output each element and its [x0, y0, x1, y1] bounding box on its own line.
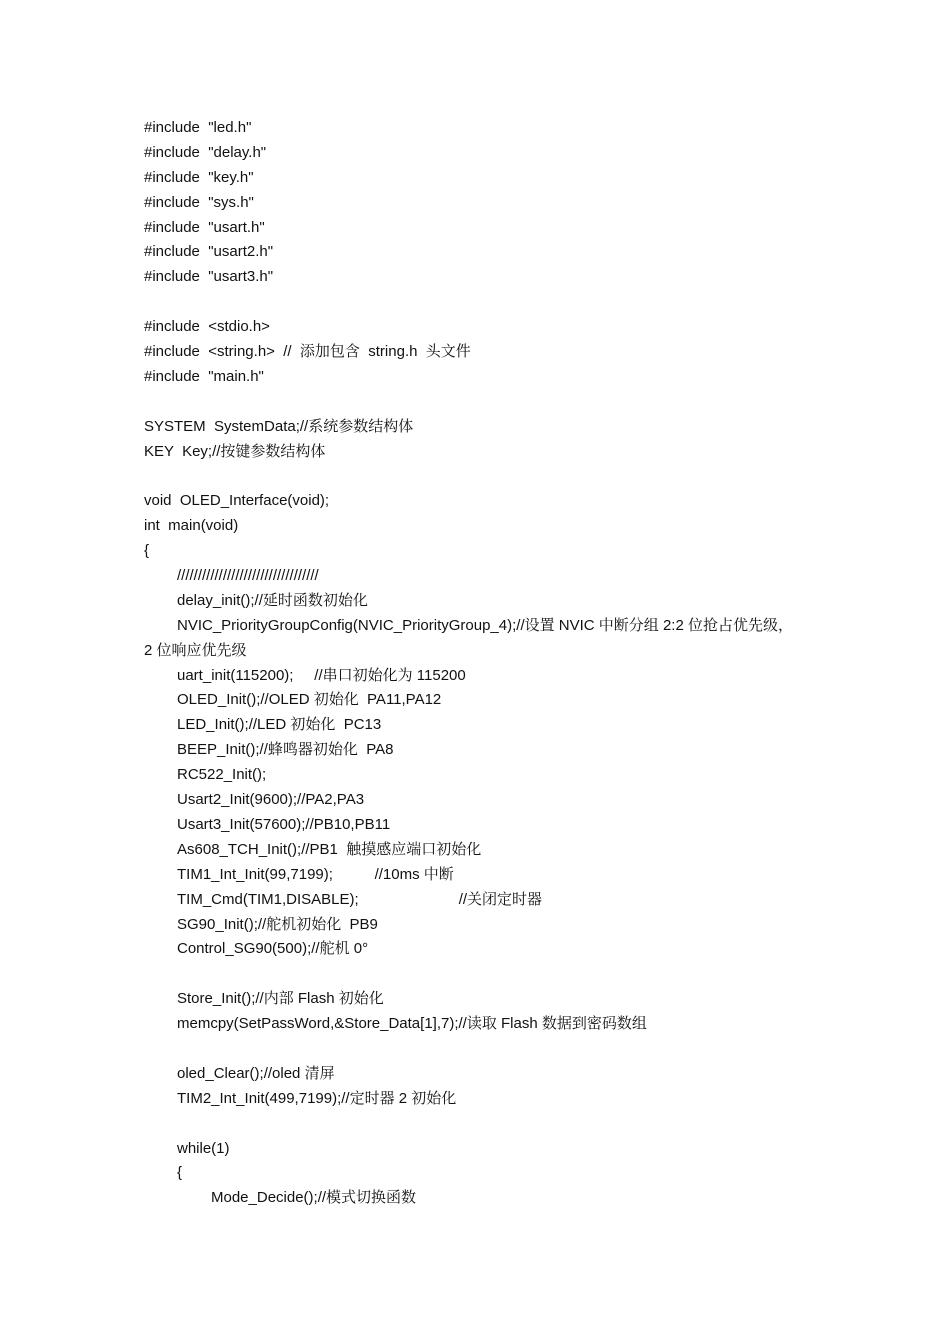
code-line: KEY Key;//按键参数结构体	[144, 442, 326, 460]
code-line: LED_Init();//LED 初始化 PC13	[177, 716, 382, 734]
code-line: RC522_Init();	[177, 766, 267, 784]
code-line: //////////////////////////////////	[177, 567, 319, 585]
code-line: memcpy(SetPassWord,&Store_Data[1],7);//读取 Flash 数据到密码数组	[177, 1015, 647, 1033]
blank-line	[144, 1112, 834, 1137]
code-line: void OLED_Interface(void);	[144, 492, 330, 510]
code-line: while(1)	[177, 1139, 230, 1157]
code-line: SG90_Init();//舵机初始化 PB9	[177, 915, 378, 933]
code-line: 2 位响应优先级	[144, 641, 247, 659]
code-line: NVIC_PriorityGroupConfig(NVIC_PriorityGroup_4);//设置 NVIC 中断分组 2:2 位抢占优先级，	[177, 616, 793, 634]
code-line: #include "key.h"	[144, 168, 254, 186]
code-line: Usart3_Init(57600);//PB10,PB11	[177, 815, 391, 833]
code-line: #include "main.h"	[144, 367, 264, 385]
code-line: #include "usart3.h"	[144, 268, 274, 286]
code-line: #include "delay.h"	[144, 143, 267, 161]
code-line: OLED_Init();//OLED 初始化 PA11,PA12	[177, 691, 442, 709]
code-line: oled_Clear();//oled 清屏	[177, 1064, 335, 1082]
code-line: BEEP_Init();//蜂鸣器初始化 PA8	[177, 741, 394, 759]
code-line: {	[144, 542, 150, 560]
code-line: #include "sys.h"	[144, 193, 254, 211]
blank-line	[144, 464, 834, 489]
code-line: #include "usart2.h"	[144, 243, 274, 261]
code-line: #include <stdio.h>	[144, 318, 270, 336]
code-line: #include "led.h"	[144, 119, 252, 136]
code-line: Mode_Decide();//模式切换函数	[211, 1189, 417, 1207]
code-line: #include "usart.h"	[144, 218, 265, 236]
code-line: #include <string.h> // 添加包含 string.h 头文件	[144, 343, 471, 361]
code-line: SYSTEM SystemData;//系统参数结构体	[144, 417, 414, 435]
code-line: As608_TCH_Init();//PB1 触摸感应端口初始化	[177, 840, 482, 858]
code-line: TIM_Cmd(TIM1,DISABLE); //关闭定时器	[177, 890, 543, 908]
code-line: Control_SG90(500);//舵机 0°	[177, 940, 369, 958]
blank-line	[144, 290, 834, 315]
code-line: {	[177, 1164, 183, 1182]
code-line: Store_Init();//内部 Flash 初始化	[177, 990, 384, 1008]
code-line: Usart2_Init(9600);//PA2,PA3	[177, 791, 365, 809]
code-line: TIM1_Int_Init(99,7199); //10ms 中断	[177, 865, 454, 883]
blank-line	[144, 390, 834, 415]
code-line: TIM2_Int_Init(499,7199);//定时器 2 初始化	[177, 1089, 457, 1107]
code-line: uart_init(115200); //串口初始化为 115200	[177, 666, 466, 684]
blank-line	[144, 962, 834, 987]
code-line: int main(void)	[144, 517, 239, 535]
blank-line	[144, 1037, 834, 1062]
code-line: delay_init();//延时函数初始化	[177, 591, 368, 609]
code-listing	[144, 116, 834, 1211]
